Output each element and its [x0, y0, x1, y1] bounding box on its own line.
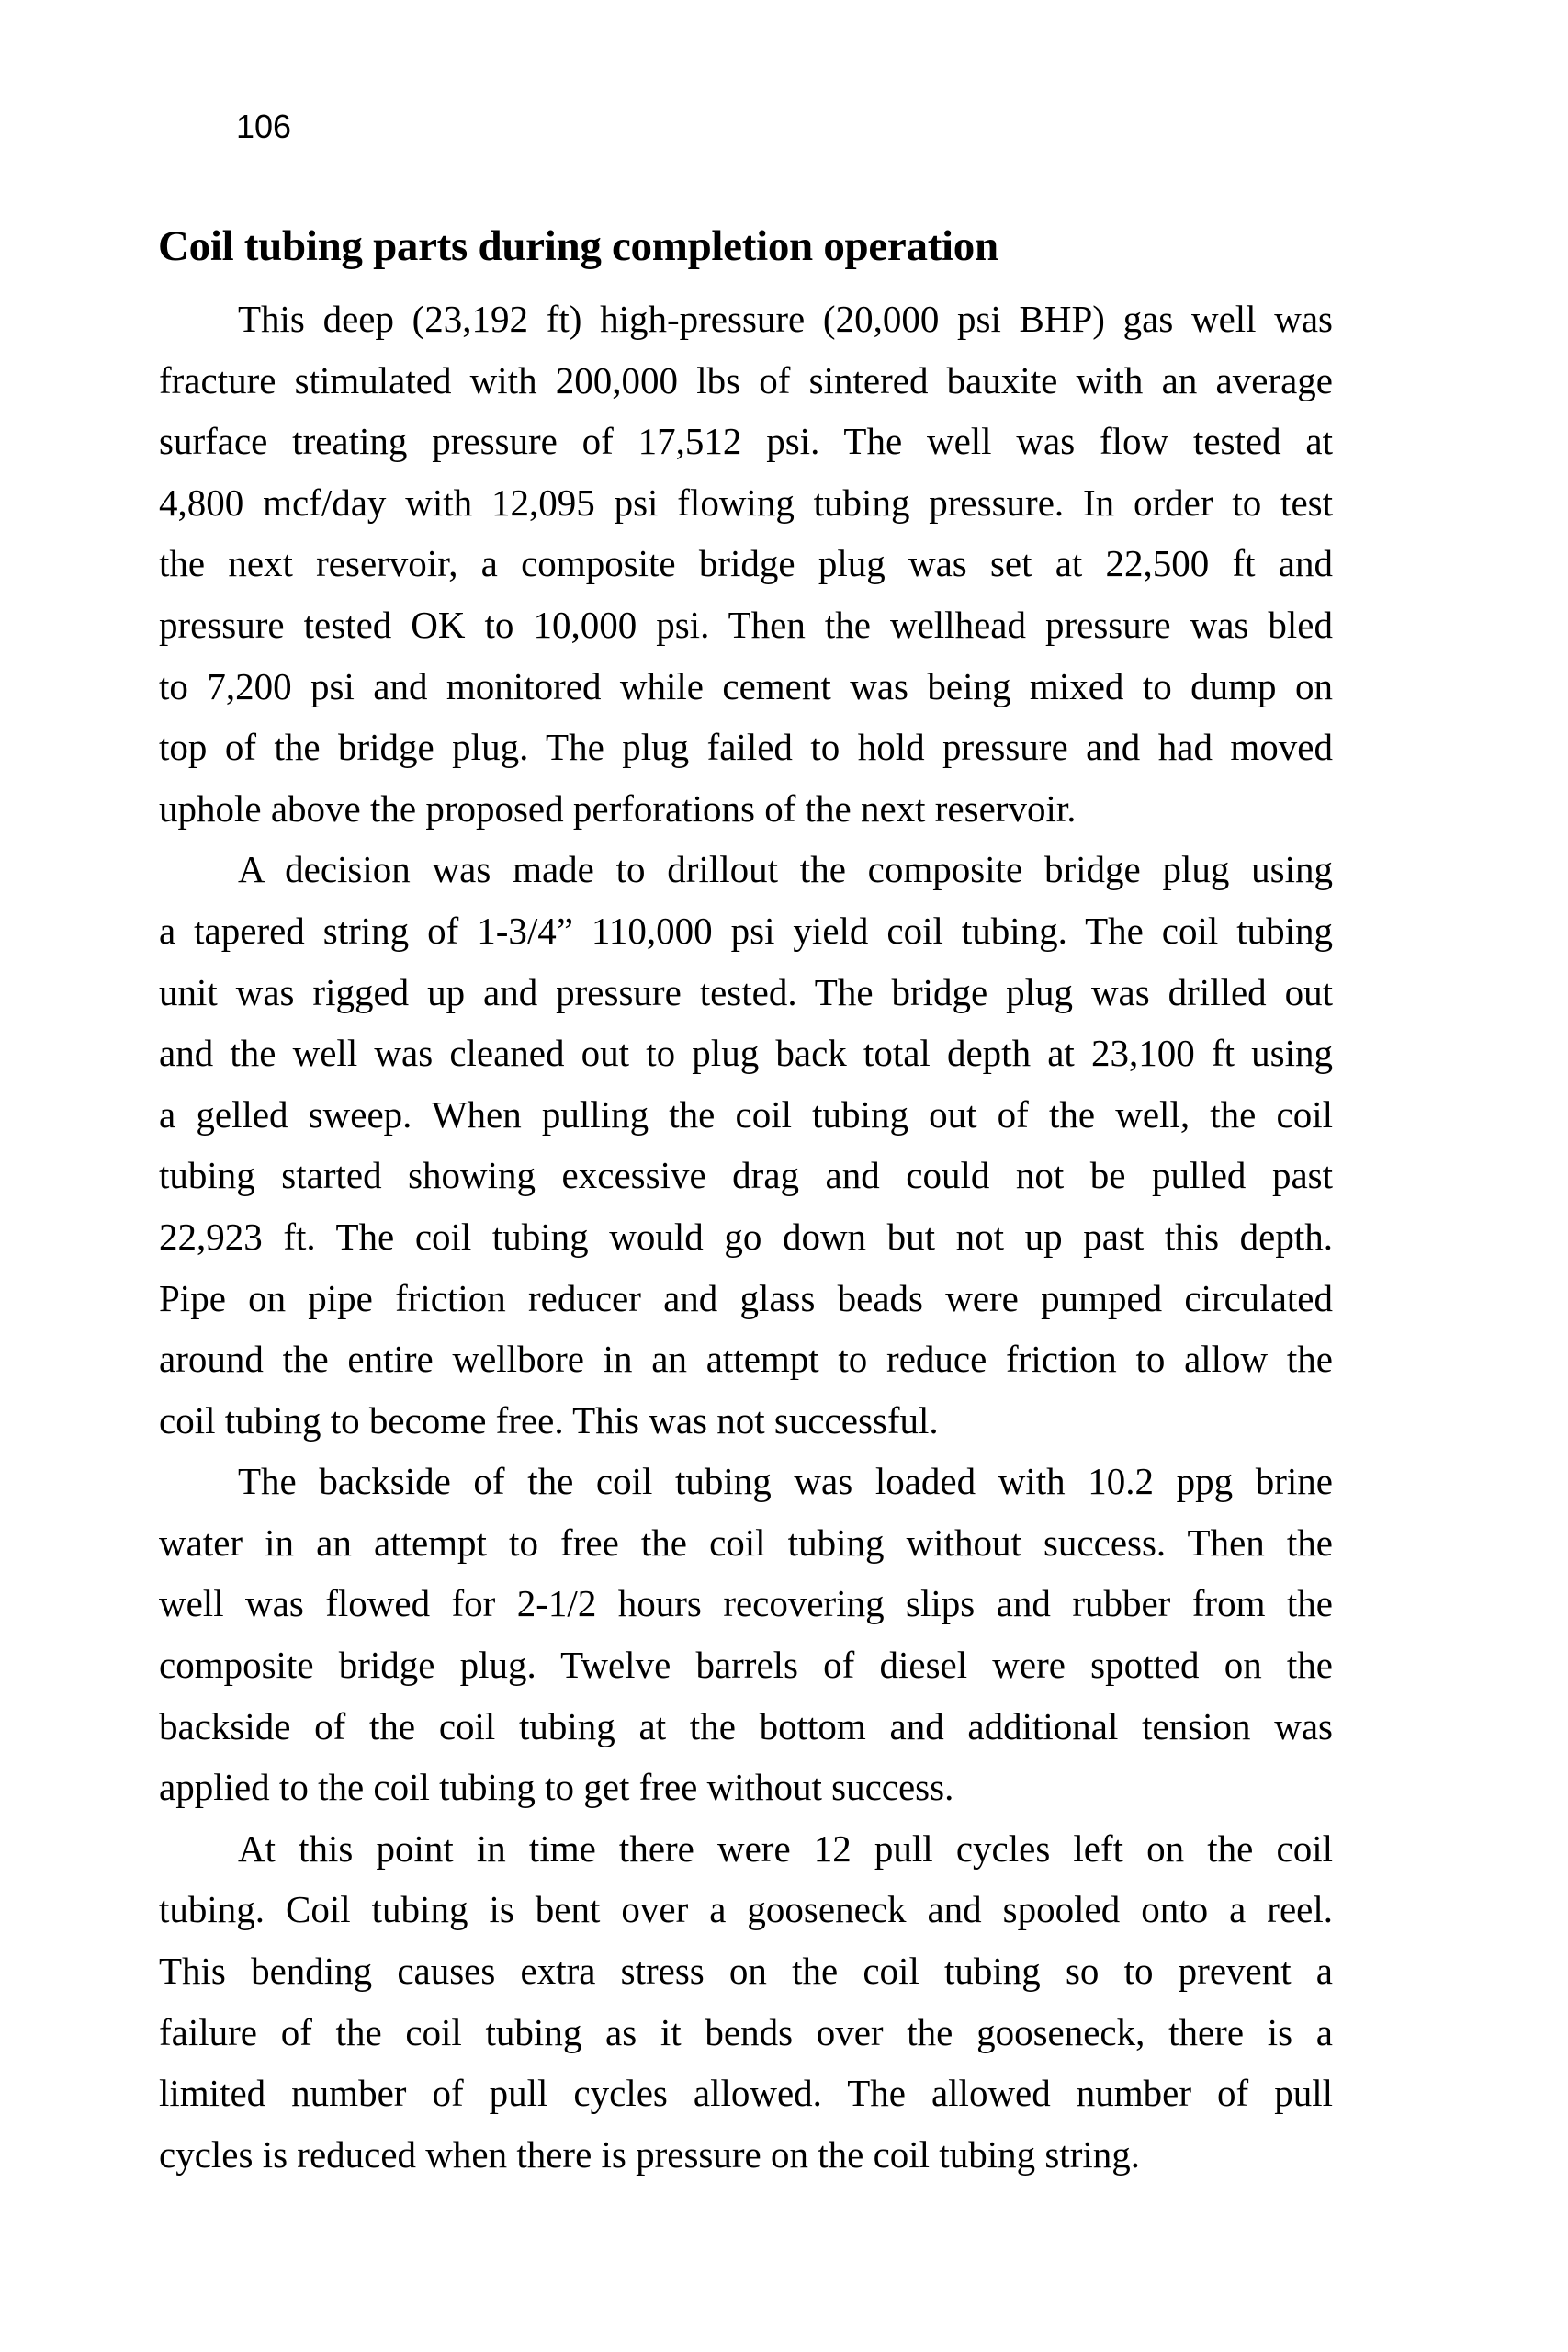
text-line: top of the bridge plug. The plug failed to hold pressure and had moved [159, 726, 1333, 769]
text-line: uphole above the proposed perforations of the next reservoir. [159, 786, 1077, 830]
text-line: pressure tested OK to 10,000 psi. Then the wellhead pressure was bled [159, 603, 1333, 646]
paragraph-2 [159, 839, 1333, 1451]
text-line: unit was rigged up and pressure tested. The bridge plug was drilled out [159, 970, 1333, 1013]
section-heading: Coil tubing parts during completion operation [158, 222, 998, 270]
paragraph-4 [159, 1818, 1333, 2186]
text-line: to 7,200 psi and monitored while cement was being mixed to dump on [159, 664, 1333, 707]
paragraph-1 [159, 288, 1333, 839]
text-line: well was flowed for 2-1/2 hours recovering slips and rubber from the [159, 1582, 1333, 1625]
text-line: tubing. Coil tubing is bent over a gooseneck and spooled onto a reel. [159, 1888, 1333, 1931]
text-line: failure of the coil tubing as it bends over the gooseneck, there is a [159, 2010, 1333, 2053]
page-number: 106 [236, 107, 292, 145]
text-line: Pipe on pipe friction reducer and glass beads were pumped circulated [159, 1276, 1333, 1319]
text-line: surface treating pressure of 17,512 psi. The well was flow tested at [159, 420, 1333, 463]
text-line: water in an attempt to free the coil tubing without success. Then the [159, 1521, 1333, 1564]
text-line: A decision was made to drillout the composite bridge plug using [238, 848, 1333, 891]
paragraph-3 [159, 1451, 1333, 1818]
text-line: around the entire wellbore in an attempt to reduce friction to allow the [159, 1338, 1333, 1381]
body-text [159, 288, 1333, 2185]
text-line: fracture stimulated with 200,000 lbs of sintered bauxite with an average [159, 358, 1333, 401]
text-line: backside of the coil tubing at the bottom and additional tension was [159, 1704, 1333, 1747]
text-line: limited number of pull cycles allowed. The allowed number of pull [159, 2072, 1333, 2115]
text-line: a gelled sweep. When pulling the coil tubing out of the well, the coil [159, 1092, 1333, 1136]
text-line: a tapered string of 1-3/4” 110,000 psi yield coil tubing. The coil tubing [159, 909, 1333, 952]
text-line: tubing started showing excessive drag and could not be pulled past [159, 1154, 1333, 1197]
text-line: 4,800 mcf/day with 12,095 psi flowing tubing pressure. In order to test [159, 481, 1333, 524]
text-line: cycles is reduced when there is pressure on the coil tubing string. [159, 2132, 1140, 2176]
text-line: This deep (23,192 ft) high-pressure (20,000 psi BHP) gas well was [238, 298, 1333, 340]
text-line: The backside of the coil tubing was loaded with 10.2 ppg brine [238, 1460, 1333, 1503]
text-line: At this point in time there were 12 pull cycles left on the coil [238, 1826, 1333, 1870]
text-line: coil tubing to become free. This was not successful. [159, 1398, 939, 1442]
text-line: composite bridge plug. Twelve barrels of diesel were spotted on the [159, 1644, 1333, 1687]
text-line: applied to the coil tubing to get free without success. [159, 1766, 954, 1809]
text-line: This bending causes extra stress on the coil tubing so to prevent a [159, 1950, 1333, 1993]
text-line: and the well was cleaned out to plug back total depth at 23,100 ft using [159, 1032, 1333, 1075]
text-line: 22,923 ft. The coil tubing would go down but not up past this depth. [159, 1215, 1333, 1258]
text-line: the next reservoir, a composite bridge plug was set at 22,500 ft and [159, 542, 1333, 585]
